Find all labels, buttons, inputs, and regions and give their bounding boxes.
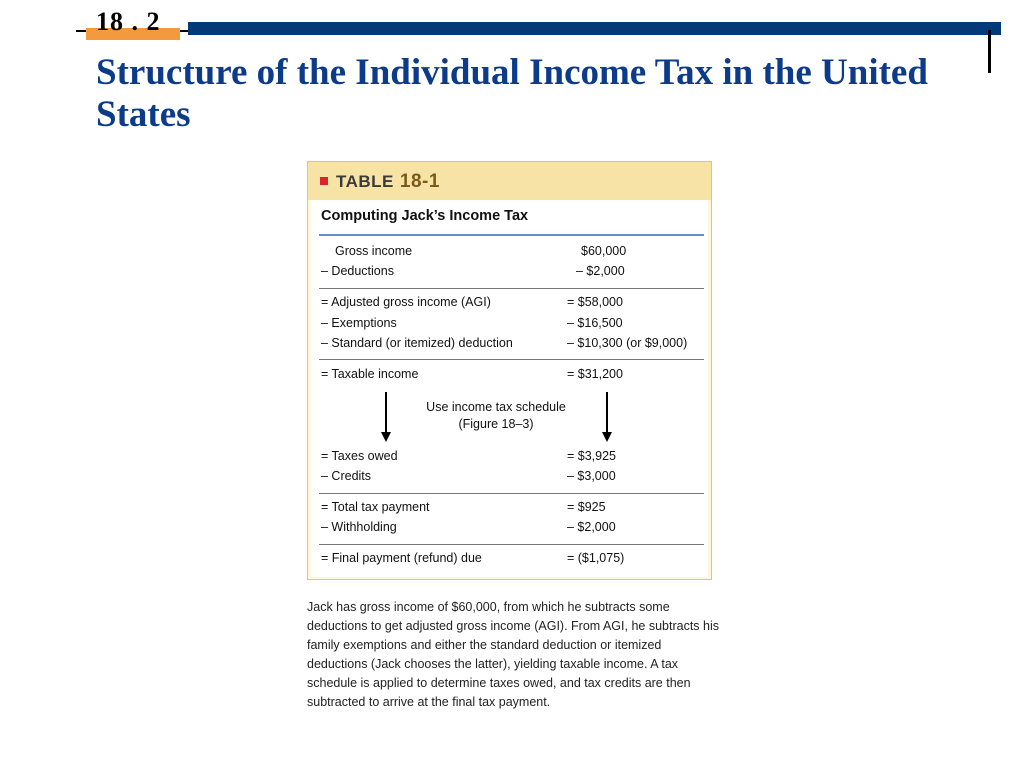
row-label: = Taxable income — [321, 367, 419, 381]
table-title-rule — [319, 234, 704, 236]
table-figure — [307, 161, 712, 580]
row-label: – Credits — [321, 469, 372, 483]
section-divider — [319, 544, 704, 545]
table-row — [311, 295, 708, 315]
row-label: = Total tax payment — [321, 500, 430, 514]
slide-number: 18 . 2 — [96, 7, 161, 36]
header-dash-right — [180, 30, 188, 32]
table-row — [311, 336, 708, 356]
header-bar — [188, 22, 1001, 35]
row-value: – $10,300 (or $9,000) — [567, 336, 688, 350]
row-label: – Exemptions — [321, 316, 397, 330]
row-value: = ($1,075) — [567, 551, 625, 565]
row-label: = Taxes owed — [321, 449, 398, 463]
table-title: Computing Jack’s Income Tax — [321, 208, 529, 224]
red-square-icon — [320, 177, 328, 185]
table-row — [311, 469, 708, 489]
row-label: Gross income — [335, 244, 413, 258]
table-caption: Jack has gross income of $60,000, from which he subtracts some deductions to get adjusted gross income (AGI). From AGI, he subtracts his family exemptions and either the standard deduction or itemized deductions (Jack chooses the latter), yielding taxable income. A tax schedule is applied to determine taxes owed, and tax credits are then subtracted to arrive at the final tax payment. — [307, 600, 719, 709]
table-label — [320, 171, 440, 193]
schedule-note-line2: (Figure 18–3) — [458, 417, 534, 431]
row-value: – $3,000 — [567, 469, 616, 483]
section-divider — [319, 288, 704, 289]
row-value: = $3,925 — [567, 449, 617, 463]
table-label-word: TABLE — [336, 172, 394, 191]
down-arrow-right — [606, 392, 608, 434]
row-label: – Withholding — [321, 520, 397, 534]
row-value: – $2,000 — [567, 520, 616, 534]
table-row — [311, 520, 708, 540]
table-row — [311, 244, 708, 264]
row-value: $60,000 — [581, 244, 627, 258]
row-label: – Deductions — [321, 264, 394, 278]
section-divider — [319, 359, 704, 360]
header-vertical-rule — [988, 30, 991, 73]
row-value: – $16,500 — [567, 316, 623, 330]
down-arrow-left — [385, 392, 387, 434]
table-row — [311, 367, 708, 387]
table-row — [311, 500, 708, 520]
table-body — [311, 200, 708, 577]
table-label-number: 18-1 — [399, 171, 440, 192]
schedule-note — [411, 399, 581, 433]
row-label: – Standard (or itemized) deduction — [321, 336, 513, 350]
row-label: = Final payment (refund) due — [321, 551, 482, 565]
header-dash-left — [76, 30, 86, 32]
row-label: = Adjusted gross income (AGI) — [321, 295, 491, 309]
section-divider — [319, 493, 704, 494]
arrow-head-right-icon — [602, 432, 612, 442]
slide-title: Structure of the Individual Income Tax in the United States — [96, 52, 928, 135]
table-header — [308, 162, 711, 200]
row-value: = $58,000 — [567, 295, 623, 309]
table-row — [311, 551, 708, 571]
arrow-head-left-icon — [381, 432, 391, 442]
table-row — [311, 316, 708, 336]
row-value: = $925 — [567, 500, 606, 514]
table-row — [311, 264, 708, 284]
row-value: = $31,200 — [567, 367, 623, 381]
table-row — [311, 449, 708, 469]
row-value: – $2,000 — [576, 264, 625, 278]
schedule-note-line1: Use income tax schedule — [426, 400, 566, 414]
